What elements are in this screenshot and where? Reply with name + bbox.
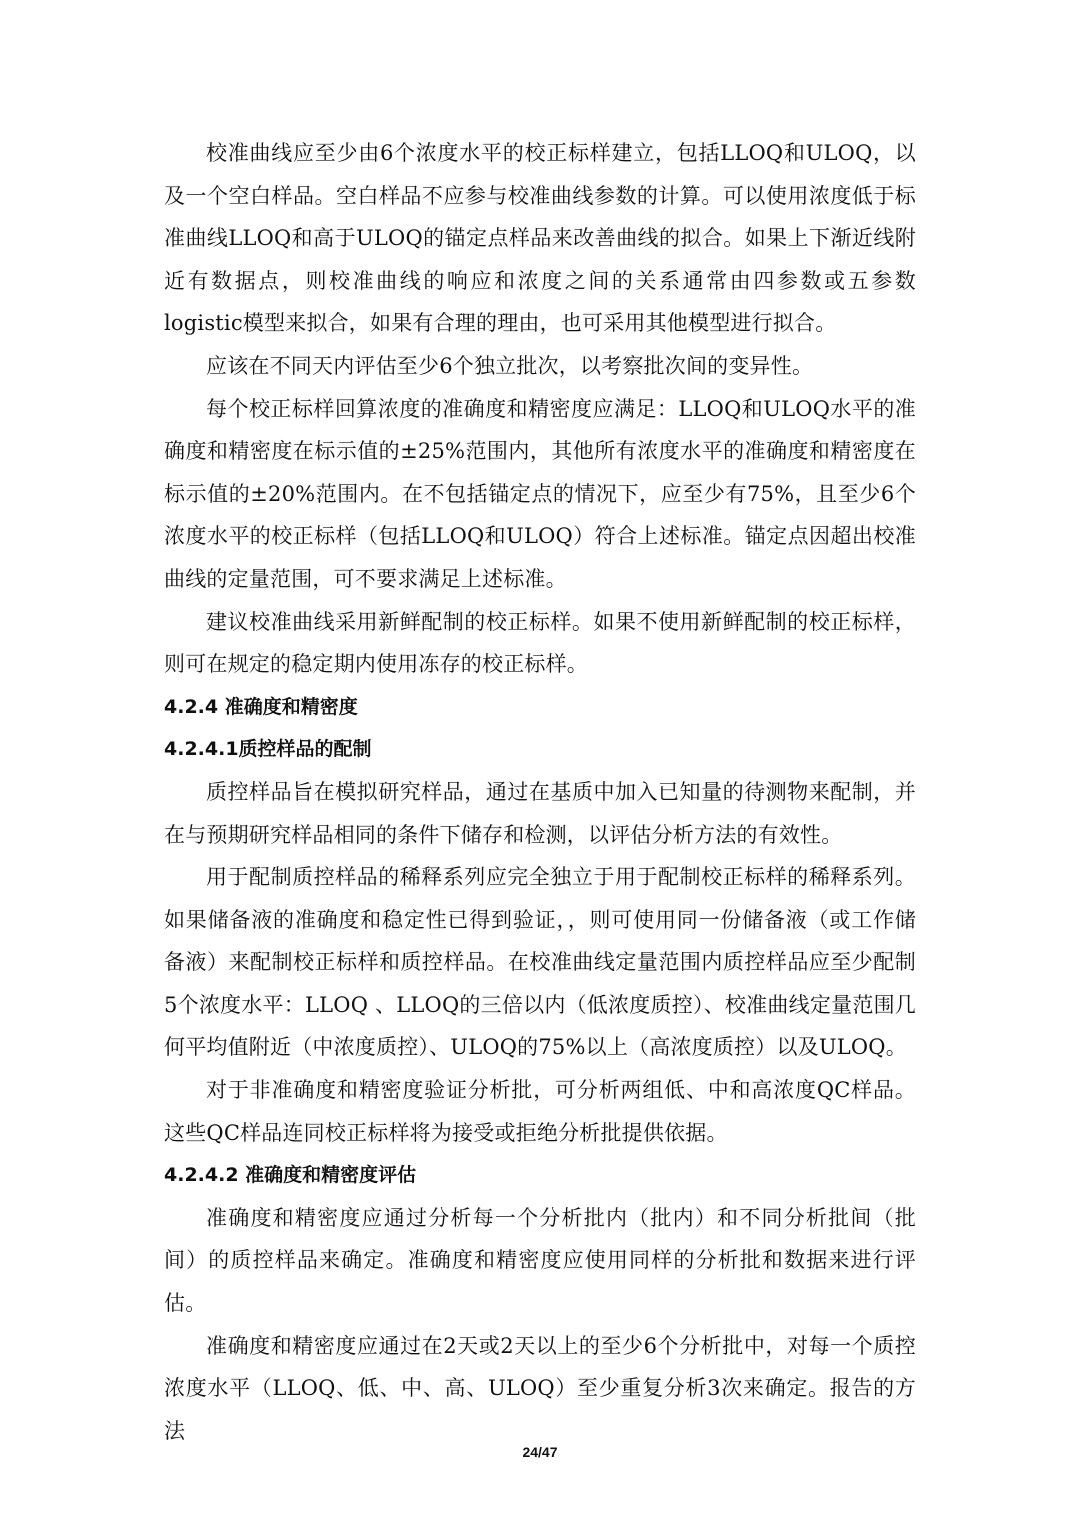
paragraph-accuracy-runs: 准确度和精密度应通过在2天或2天以上的至少6个分析批中，对每一个质控浓度水平（LLOQ、低、中、高、ULOQ）至少重复分析3次来确定。报告的方法 <box>164 1333 916 1443</box>
paragraph-calibration-curve: 校准曲线应至少由6个浓度水平的校正标样建立，包括LLOQ和ULOQ，以及一个空白样品。空白样品不应参与校准曲线参数的计算。可以使用浓度低于标准曲线LLOQ和高于ULOQ的锚定点样品来改善曲线的拟合。如果上下渐近线附近有数据点，则校准曲线的响应和浓度之间的关系通常由四参数或五参数logistic模型来拟合，如果有合理的理由，也可采用其他模型进行拟合。 <box>164 141 916 336</box>
section-heading-4-2-4-2: 4.2.4.2 准确度和精密度评估 <box>164 1164 417 1187</box>
section-heading-4-2-4-1: 4.2.4.1质控样品的配制 <box>164 738 372 761</box>
page-number: 24/47 <box>522 1444 558 1460</box>
paragraph-fresh-standards: 建议校准曲线采用新鲜配制的校正标样。如果不使用新鲜配制的校正标样，则可在规定的稳定期内使用冻存的校正标样。 <box>164 609 916 677</box>
paragraph-qc-batches: 对于非准确度和精密度验证分析批，可分析两组低、中和高浓度QC样品。这些QC样品连同校正标样将为接受或拒绝分析批提供依据。 <box>164 1078 916 1145</box>
paragraph-qc-dilution: 用于配制质控样品的稀释系列应完全独立于用于配制校正标样的稀释系列。如果储备液的准确度和稳定性已得到验证，，则可使用同一份储备液（或工作储备液）来配制校正标样和质控样品。在校准曲线定量范围内质控样品应至少配制5个浓度水平：LLOQ 、LLOQ的三倍以内（低浓度质控）、校准曲线定量范围几何平均值附近（中浓度质控）、ULOQ的75%以上（高浓度质控）以及ULOQ。 <box>164 865 916 1060</box>
paragraph-accuracy-precision: 准确度和精密度应通过分析每一个分析批内（批内）和不同分析批间（批间）的质控样品来确定。准确度和精密度应使用同样的分析批和数据来进行评估。 <box>164 1205 916 1316</box>
document-body <box>164 132 916 1452</box>
section-heading-4-2-4: 4.2.4 准确度和精密度 <box>164 695 358 718</box>
paragraph-accuracy-criteria: 每个校正标样回算浓度的准确度和精密度应满足：LLOQ和ULOQ水平的准确度和精密度在标示值的±25%范围内，其他所有浓度水平的准确度和精密度在标示值的±20%范围内。在不包括锚定点的情况下，应至少有75%，且至少6个浓度水平的校正标样（包括LLOQ和ULOQ）符合上述标准。锚定点因超出校准曲线的定量范围，可不要求满足上述标准。 <box>164 396 916 591</box>
paragraph-qc-purpose: 质控样品旨在模拟研究样品，通过在基质中加入已知量的待测物来配制，并在与预期研究样品相同的条件下储存和检测，以评估分析方法的有效性。 <box>164 779 916 847</box>
paragraph-batch-variability: 应该在不同天内评估至少6个独立批次，以考察批次间的变异性。 <box>206 353 814 378</box>
